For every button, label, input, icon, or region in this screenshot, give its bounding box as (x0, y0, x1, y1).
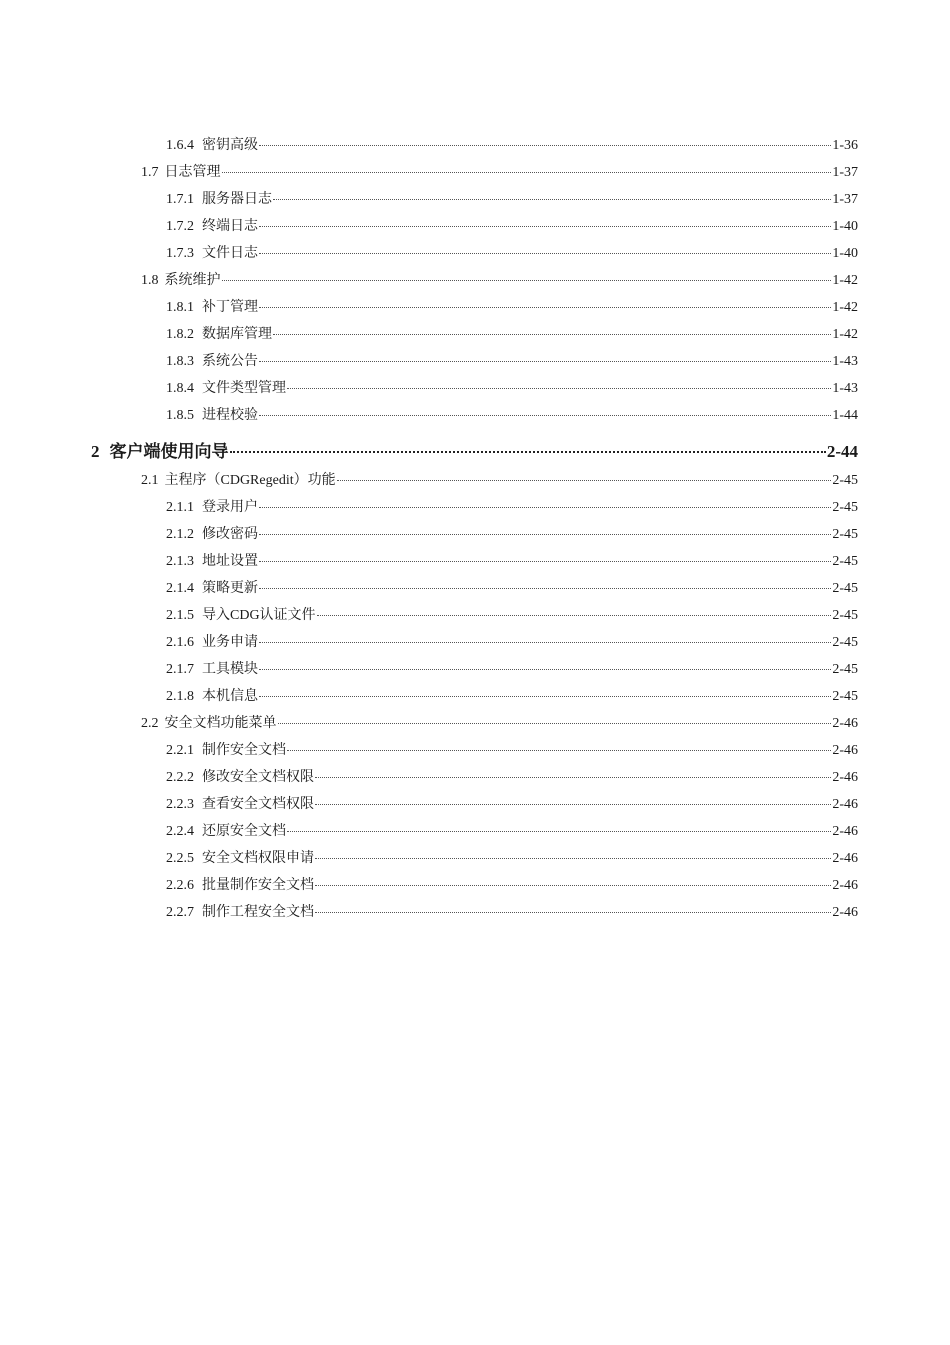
toc-number: 2.1.2 (166, 527, 194, 542)
toc-page-number: 2-46 (832, 905, 858, 920)
toc-leader-dots (315, 885, 831, 886)
toc-page-number: 2-46 (832, 743, 858, 758)
toc-leader-dots (259, 507, 831, 508)
toc-entry[interactable] (166, 607, 858, 625)
toc-title: 密钥高级 (202, 138, 258, 153)
toc-leader-dots (230, 451, 826, 453)
toc-title: 修改安全文档权限 (202, 770, 314, 785)
toc-leader-dots (315, 777, 831, 778)
toc-number: 2.2.1 (166, 743, 194, 758)
toc-page-number: 2-45 (832, 554, 858, 569)
toc-number: 2.2.2 (166, 770, 194, 785)
toc-page-number: 1-37 (832, 165, 858, 180)
toc-leader-dots (273, 334, 831, 335)
toc-entry[interactable] (166, 499, 858, 517)
toc-entry[interactable] (166, 904, 858, 922)
toc-page-number: 2-45 (832, 608, 858, 623)
toc-number: 1.7.3 (166, 246, 194, 261)
toc-leader-dots (259, 588, 831, 589)
toc-title: 登录用户 (202, 500, 258, 515)
toc-page-number: 2-45 (832, 581, 858, 596)
toc-entry[interactable] (166, 526, 858, 544)
toc-page-number: 1-44 (832, 408, 858, 423)
toc-number: 2.2.6 (166, 878, 194, 893)
toc-entry[interactable] (166, 742, 858, 760)
toc-title: 安全文档功能菜单 (164, 716, 277, 731)
toc-leader-dots (259, 642, 831, 643)
toc-entry[interactable] (166, 850, 858, 868)
toc-leader-dots (222, 280, 832, 281)
toc-leader-dots (259, 561, 831, 562)
toc-entry[interactable] (166, 769, 858, 787)
toc-title: 制作工程安全文档 (202, 905, 314, 920)
toc-title: 系统维护 (164, 273, 221, 288)
toc-leader-dots (259, 307, 831, 308)
toc-title: 文件类型管理 (202, 381, 286, 396)
toc-entry[interactable] (141, 715, 858, 733)
toc-entry[interactable] (166, 634, 858, 652)
toc-entry[interactable] (141, 472, 858, 490)
toc-number: 1.8.2 (166, 327, 194, 342)
toc-number: 2.1.5 (166, 608, 194, 623)
toc-page-number: 1-40 (832, 246, 858, 261)
toc-page-number: 2-45 (832, 635, 858, 650)
toc-number: 1.7.1 (166, 192, 194, 207)
toc-page-number: 1-40 (832, 219, 858, 234)
toc-page-number: 2-46 (832, 716, 858, 731)
toc-entry[interactable] (91, 442, 858, 462)
toc-number: 1.7 (141, 165, 159, 180)
toc-number: 1.6.4 (166, 138, 194, 153)
toc-page-number: 2-46 (832, 878, 858, 893)
toc-number: 2.2.3 (166, 797, 194, 812)
toc-entry[interactable] (166, 245, 858, 263)
toc-number: 1.8.4 (166, 381, 194, 396)
toc-leader-dots (315, 912, 831, 913)
toc-leader-dots (273, 199, 831, 200)
toc-leader-dots (259, 361, 831, 362)
toc-page-number: 2-45 (832, 527, 858, 542)
toc-leader-dots (287, 750, 831, 751)
toc-page-number: 2-45 (832, 662, 858, 677)
toc-leader-dots (259, 534, 831, 535)
toc-number: 2.1.4 (166, 581, 194, 596)
toc-number: 2.2 (141, 716, 159, 731)
toc-page-number: 1-37 (832, 192, 858, 207)
toc-page-number: 1-42 (832, 300, 858, 315)
toc-title: 导入CDG认证文件 (202, 608, 316, 623)
toc-leader-dots (315, 858, 831, 859)
toc-entry[interactable] (166, 580, 858, 598)
toc-leader-dots (287, 388, 831, 389)
toc-entry[interactable] (166, 299, 858, 317)
toc-title: 工具模块 (202, 662, 258, 677)
toc-page-number: 2-46 (832, 797, 858, 812)
toc-title: 进程校验 (202, 408, 258, 423)
toc-page-number: 2-46 (832, 851, 858, 866)
toc-title: 系统公告 (202, 354, 258, 369)
toc-entry[interactable] (166, 553, 858, 571)
toc-title: 日志管理 (164, 165, 221, 180)
toc-leader-dots (259, 669, 831, 670)
toc-title: 终端日志 (202, 219, 258, 234)
toc-number: 2.2.4 (166, 824, 194, 839)
toc-title: 地址设置 (202, 554, 258, 569)
toc-number: 2.2.5 (166, 851, 194, 866)
toc-title: 服务器日志 (202, 192, 272, 207)
toc-number: 2.2.7 (166, 905, 194, 920)
toc-title: 还原安全文档 (202, 824, 286, 839)
toc-number: 2.1.6 (166, 635, 194, 650)
toc-number: 2.1.7 (166, 662, 194, 677)
toc-title: 业务申请 (202, 635, 258, 650)
toc-page-number: 2-44 (826, 442, 858, 461)
toc-entry[interactable] (166, 796, 858, 814)
toc-page-number: 1-42 (832, 327, 858, 342)
toc-entry[interactable] (166, 688, 858, 706)
toc-entry[interactable] (141, 272, 858, 290)
toc-entry[interactable] (166, 353, 858, 371)
toc-title: 客户端使用向导 (109, 442, 229, 461)
toc-title: 数据库管理 (202, 327, 272, 342)
toc-leader-dots (259, 696, 831, 697)
toc-leader-dots (259, 226, 831, 227)
toc-title: 修改密码 (202, 527, 258, 542)
toc-title: 文件日志 (202, 246, 258, 261)
toc-entry[interactable] (166, 380, 858, 398)
toc-page-number: 1-42 (832, 273, 858, 288)
toc-leader-dots (259, 253, 831, 254)
toc-leader-dots (315, 804, 831, 805)
toc-entry[interactable] (166, 407, 858, 425)
toc-title: 安全文档权限申请 (202, 851, 314, 866)
toc-page-number: 2-45 (832, 689, 858, 704)
toc-title: 主程序（CDGRegedit）功能 (164, 473, 336, 488)
toc-title: 批量制作安全文档 (202, 878, 314, 893)
toc-number: 1.8.1 (166, 300, 194, 315)
toc-page-number: 2-45 (832, 500, 858, 515)
toc-page-number: 1-36 (832, 138, 858, 153)
toc-entry[interactable] (166, 137, 858, 155)
toc-page-number: 2-46 (832, 770, 858, 785)
toc-entry[interactable] (166, 661, 858, 679)
toc-title: 制作安全文档 (202, 743, 286, 758)
toc-number: 2.1.8 (166, 689, 194, 704)
toc-title: 补丁管理 (202, 300, 258, 315)
toc-title: 查看安全文档权限 (202, 797, 314, 812)
toc-entry[interactable] (166, 326, 858, 344)
toc-title: 本机信息 (202, 689, 258, 704)
toc-title: 策略更新 (202, 581, 258, 596)
toc-leader-dots (337, 480, 832, 481)
toc-leader-dots (278, 723, 832, 724)
toc-leader-dots (317, 615, 832, 616)
toc-number: 2 (91, 442, 100, 461)
toc-number: 1.7.2 (166, 219, 194, 234)
toc-entry[interactable] (166, 218, 858, 236)
toc-number: 1.8.5 (166, 408, 194, 423)
toc-number: 2.1.3 (166, 554, 194, 569)
toc-leader-dots (259, 145, 831, 146)
toc-number: 2.1.1 (166, 500, 194, 515)
toc-leader-dots (259, 415, 831, 416)
toc-leader-dots (222, 172, 832, 173)
toc-page-number: 2-46 (832, 824, 858, 839)
toc-number: 1.8 (141, 273, 159, 288)
toc-leader-dots (287, 831, 831, 832)
toc-page-number: 1-43 (832, 354, 858, 369)
toc-number: 2.1 (141, 473, 159, 488)
toc-entry[interactable] (166, 823, 858, 841)
toc-entry[interactable] (166, 877, 858, 895)
toc-entry[interactable] (141, 164, 858, 182)
toc-number: 1.8.3 (166, 354, 194, 369)
toc-page-number: 1-43 (832, 381, 858, 396)
toc-page-number: 2-45 (832, 473, 858, 488)
toc-entry[interactable] (166, 191, 858, 209)
